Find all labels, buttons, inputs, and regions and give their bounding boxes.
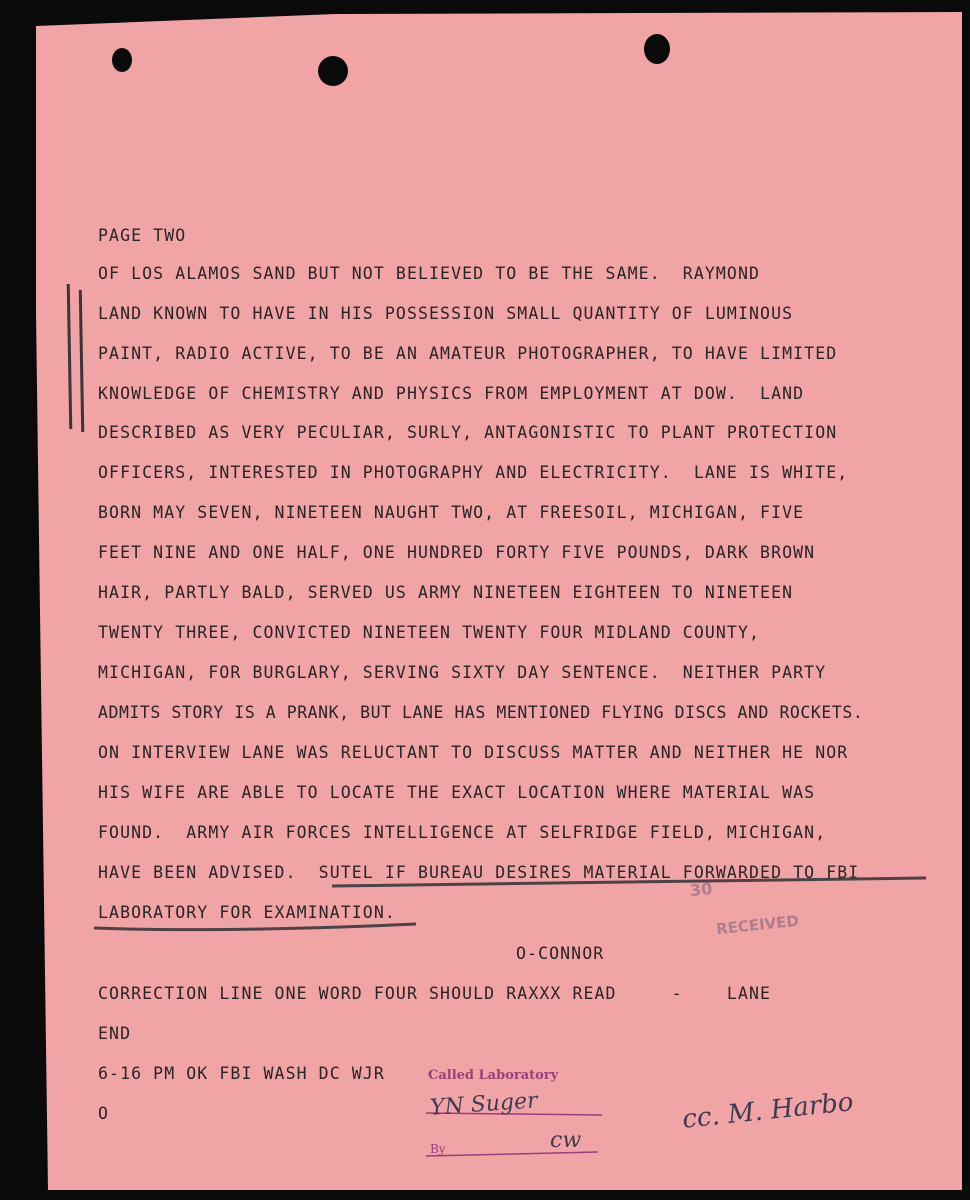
body-line: MICHIGAN, FOR BURGLARY, SERVING SIXTY DAY SENTENCE. NEITHER PARTY (98, 663, 827, 682)
body-line: ADMITS STORY IS A PRANK, BUT LANE HAS MENTIONED FLYING DISCS AND ROCKETS. (98, 703, 864, 722)
body-line: LABORATORY FOR EXAMINATION. (98, 903, 396, 922)
body-line: OFFICERS, INTERESTED IN PHOTOGRAPHY AND ELECTRICITY. LANE IS WHITE, (98, 463, 849, 482)
body-line: ON INTERVIEW LANE WAS RELUCTANT TO DISCUSS MATTER AND NEITHER HE NOR (98, 743, 849, 762)
body-line: KNOWLEDGE OF CHEMISTRY AND PHYSICS FROM EMPLOYMENT AT DOW. LAND (98, 384, 805, 403)
body-line: OF LOS ALAMOS SAND BUT NOT BELIEVED TO BE THE SAME. RAYMOND (98, 264, 761, 283)
body-line: TWENTY THREE, CONVICTED NINETEEN TWENTY FOUR MIDLAND COUNTY, (98, 623, 761, 642)
body-line: HIS WIFE ARE ABLE TO LOCATE THE EXACT LOCATION WHERE MATERIAL WAS (98, 783, 816, 802)
footer-mark: O (98, 1104, 110, 1123)
end-marker: END (98, 1024, 132, 1043)
transmission-line: 6-16 PM OK FBI WASH DC WJR (98, 1064, 385, 1083)
body-line: FOUND. ARMY AIR FORCES INTELLIGENCE AT SELFRIDGE FIELD, MICHIGAN, (98, 823, 827, 842)
body-line: HAVE BEEN ADVISED. SUTEL IF BUREAU DESIRES MATERIAL FORWARDED TO FBI (98, 863, 860, 882)
page-header: PAGE TWO (98, 226, 187, 245)
body-line: PAINT, RADIO ACTIVE, TO BE AN AMATEUR PHOTOGRAPHER, TO HAVE LIMITED (98, 344, 838, 363)
body-line: DESCRIBED AS VERY PECULIAR, SURLY, ANTAGONISTIC TO PLANT PROTECTION (98, 423, 838, 442)
by-stamp-label: By (430, 1142, 446, 1156)
correction-line: CORRECTION LINE ONE WORD FOUR SHOULD RAXXX READ - LANE (98, 984, 772, 1003)
body-line: FEET NINE AND ONE HALF, ONE HUNDRED FORTY FIVE POUNDS, DARK BROWN (98, 543, 816, 562)
received-stamp: RECEIVED (715, 911, 800, 939)
body-line: HAIR, PARTLY BALD, SERVED US ARMY NINETEEN EIGHTEEN TO NINETEEN (98, 583, 794, 602)
date-stamp: 30 (689, 878, 714, 901)
handwritten-name: YN Suger (429, 1088, 539, 1121)
body-line: BORN MAY SEVEN, NINETEEN NAUGHT TWO, AT FREESOIL, MICHIGAN, FIVE (98, 503, 805, 522)
called-laboratory-stamp: Called Laboratory (428, 1068, 559, 1083)
body-line: LAND KNOWN TO HAVE IN HIS POSSESSION SMALL QUANTITY OF LUMINOUS (98, 304, 794, 323)
signature: O-CONNOR (516, 944, 605, 963)
handwritten-initials: cw (550, 1128, 582, 1153)
underline-stroke (332, 878, 926, 886)
handwritten-cc: cc. M. Harbo (680, 1087, 855, 1135)
underline-stroke (94, 924, 416, 930)
